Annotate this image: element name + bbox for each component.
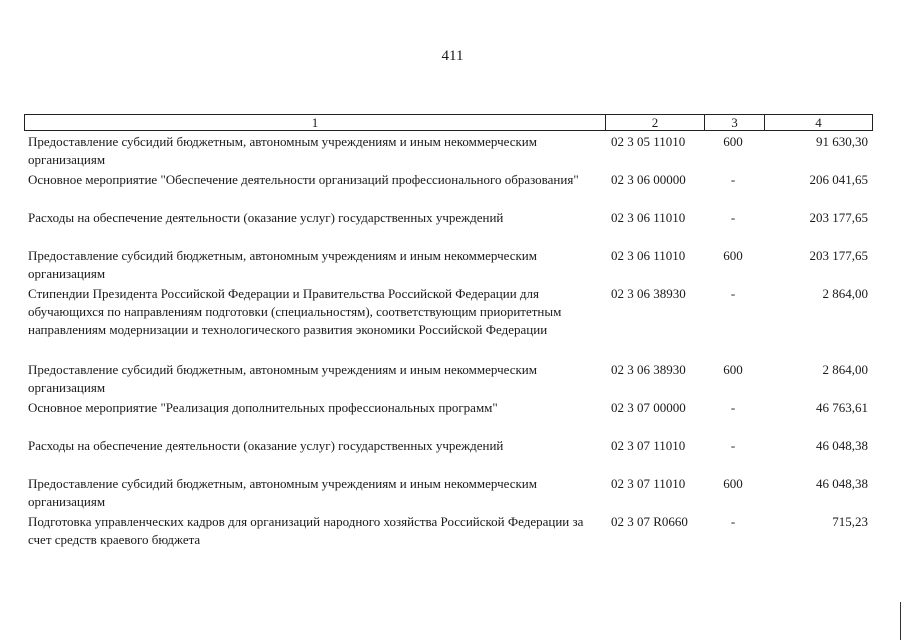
row-description: Предоставление субсидий бюджетным, автономным учреждениям и иным некоммерческим организациям <box>28 476 537 509</box>
row-type: - <box>730 286 736 301</box>
row-amount: 715,23 <box>832 514 868 529</box>
row-amount: 2 864,00 <box>822 286 868 301</box>
row-type: - <box>730 438 736 453</box>
row-description: Предоставление субсидий бюджетным, автономным учреждениям и иным некоммерческим организациям <box>28 362 537 395</box>
row-description: Стипендии Президента Российской Федерации и Правительства Российской Федерации для обучающихся по направлениям подготовки (специальностям), соответствующим приоритетным направлениям модернизации и технологического развития экономики Российской Федерации <box>28 286 562 337</box>
row-amount: 203 177,65 <box>809 210 868 225</box>
row-type: - <box>730 400 736 415</box>
row-code: 02 3 07 R0660 <box>611 514 688 529</box>
table-header <box>24 114 873 131</box>
row-amount: 46 048,38 <box>816 476 868 491</box>
header-col-3: 3 <box>705 115 765 131</box>
row-description: Расходы на обеспечение деятельности (оказание услуг) государственных учреждений <box>28 438 504 453</box>
row-amount: 46 763,61 <box>816 400 868 415</box>
header-col-1: 1 <box>25 115 606 131</box>
row-code: 02 3 07 11010 <box>611 438 686 453</box>
row-amount: 91 630,30 <box>816 134 868 149</box>
row-description: Предоставление субсидий бюджетным, автономным учреждениям и иным некоммерческим организациям <box>28 248 537 281</box>
row-code: 02 3 06 11010 <box>611 248 686 263</box>
row-code: 02 3 06 00000 <box>611 172 686 187</box>
row-code: 02 3 07 00000 <box>611 400 686 415</box>
header-col-4: 4 <box>765 115 873 131</box>
row-type: 600 <box>723 248 743 263</box>
row-type: 600 <box>723 362 743 377</box>
row-type: - <box>730 172 736 187</box>
row-description: Предоставление субсидий бюджетным, автономным учреждениям и иным некоммерческим организациям <box>28 134 537 167</box>
row-type: - <box>730 210 736 225</box>
row-description: Основное мероприятие "Реализация дополнительных профессиональных программ" <box>28 400 498 415</box>
row-amount: 46 048,38 <box>816 438 868 453</box>
row-type: 600 <box>723 476 743 491</box>
scan-edge-line <box>900 602 901 640</box>
row-description: Расходы на обеспечение деятельности (оказание услуг) государственных учреждений <box>28 210 504 225</box>
row-code: 02 3 05 11010 <box>611 134 686 149</box>
row-description: Основное мероприятие "Обеспечение деятельности организаций профессионального образования" <box>28 172 579 187</box>
row-amount: 203 177,65 <box>809 248 868 263</box>
page-number: 411 <box>441 48 464 64</box>
row-amount: 206 041,65 <box>809 172 868 187</box>
row-code: 02 3 07 11010 <box>611 476 686 491</box>
header-col-2: 2 <box>606 115 705 131</box>
row-amount: 2 864,00 <box>822 362 868 377</box>
row-code: 02 3 06 11010 <box>611 210 686 225</box>
row-code: 02 3 06 38930 <box>611 362 686 377</box>
row-code: 02 3 06 38930 <box>611 286 686 301</box>
row-type: - <box>730 514 736 529</box>
row-type: 600 <box>723 134 743 149</box>
row-description: Подготовка управленческих кадров для организаций народного хозяйства Российской Федерации за счет средств краевого бюджета <box>28 514 584 547</box>
